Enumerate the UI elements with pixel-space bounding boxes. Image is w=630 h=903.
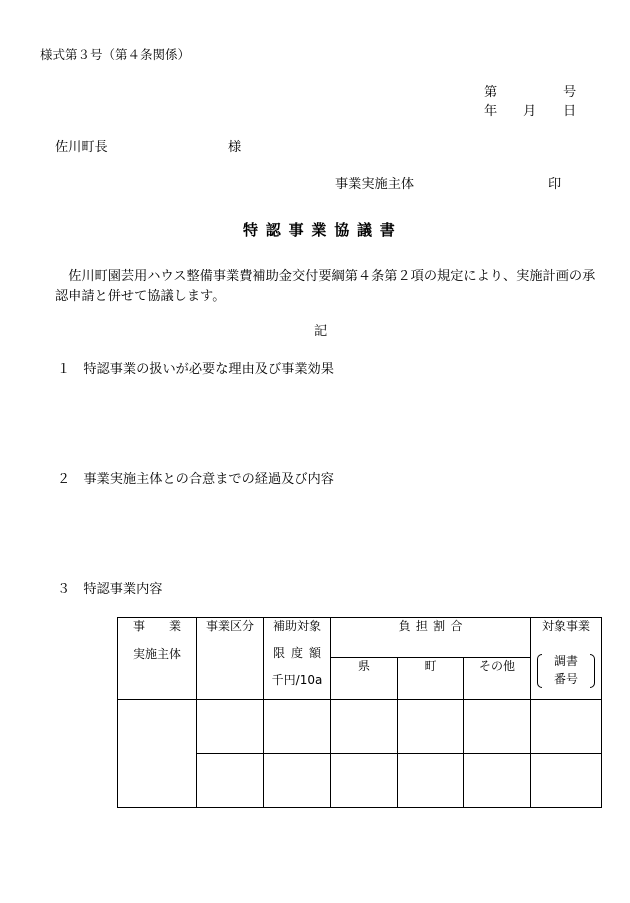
target-cell-2 [531,754,602,808]
note-heading: 記 [314,324,328,339]
left-bracket [537,654,542,688]
header-target-label: 対象事業 [542,619,591,633]
project-details-table [117,617,602,808]
header-entity [118,618,205,700]
header-other: その他 [464,658,531,700]
document-number-prefix: 第 [484,85,498,100]
section-2-title: 事業実施主体との合意までの経過及び内容 [83,472,334,487]
header-category [197,618,264,700]
prefecture-cell-2 [331,754,398,808]
limit-cell-1 [264,700,331,754]
date-day-label: 日 [563,104,577,119]
body-text-line-2: 認申請と併せて協議します。 [55,289,226,304]
applicant-seal: 印 [548,177,562,192]
header-prefecture: 県 [331,658,398,700]
other-cell-2 [464,754,531,808]
section-3 [57,582,163,598]
header-limit-unit: 千円/10a [271,673,323,687]
header-target [531,618,602,700]
table-row [118,700,602,754]
applicant-label: 事業実施主体 [335,177,415,192]
target-cell-1 [531,700,602,754]
town-cell-1 [398,700,464,754]
document-number-suffix: 号 [563,85,577,100]
header-town: 町 [398,658,464,700]
addressee-name: 佐川町長 [55,140,108,155]
header-target-note [537,652,595,688]
table-header-row [118,618,602,658]
header-burden-share-label: 負担割合 [398,619,468,633]
town-cell-2 [398,754,464,808]
section-2-number: ２ [57,472,71,487]
header-category-label: 事業区分 [205,619,254,633]
document-title: 特認事業協議書 [243,221,403,239]
prefecture-cell-1 [331,700,398,754]
date-month-label: 月 [523,104,537,119]
section-2 [57,472,334,488]
date-year-label: 年 [484,104,498,119]
header-limit-line-2: 限度額 [272,646,327,660]
body-text-line-1: 佐川町園芸用ハウス整備事業費補助金交付要綱第４条第２項の規定により、実施計画の承 [68,269,596,284]
category-cell-2 [197,754,264,808]
header-limit [264,618,331,700]
section-1-title: 特認事業の扱いが必要な理由及び事業効果 [83,362,334,377]
header-limit-line-1: 補助対象 [272,619,321,633]
other-cell-1 [464,700,531,754]
header-burden-share [331,618,531,658]
header-target-note-line-2: 番号 [554,672,579,686]
limit-cell-2 [264,754,331,808]
section-3-number: ３ [57,582,71,597]
section-3-title: 特認事業内容 [83,582,163,597]
header-target-note-line-1: 調書 [554,654,579,668]
header-entity-line-2: 実施主体 [132,647,181,661]
form-number: 様式第３号（第４条関係） [40,47,191,62]
entity-cell [118,700,197,808]
category-cell-1 [197,700,264,754]
section-1 [57,362,334,378]
section-1-number: １ [57,362,71,377]
header-entity-line-1: 事業 [132,619,205,633]
addressee-honorific: 様 [228,140,242,155]
right-bracket [590,654,595,688]
